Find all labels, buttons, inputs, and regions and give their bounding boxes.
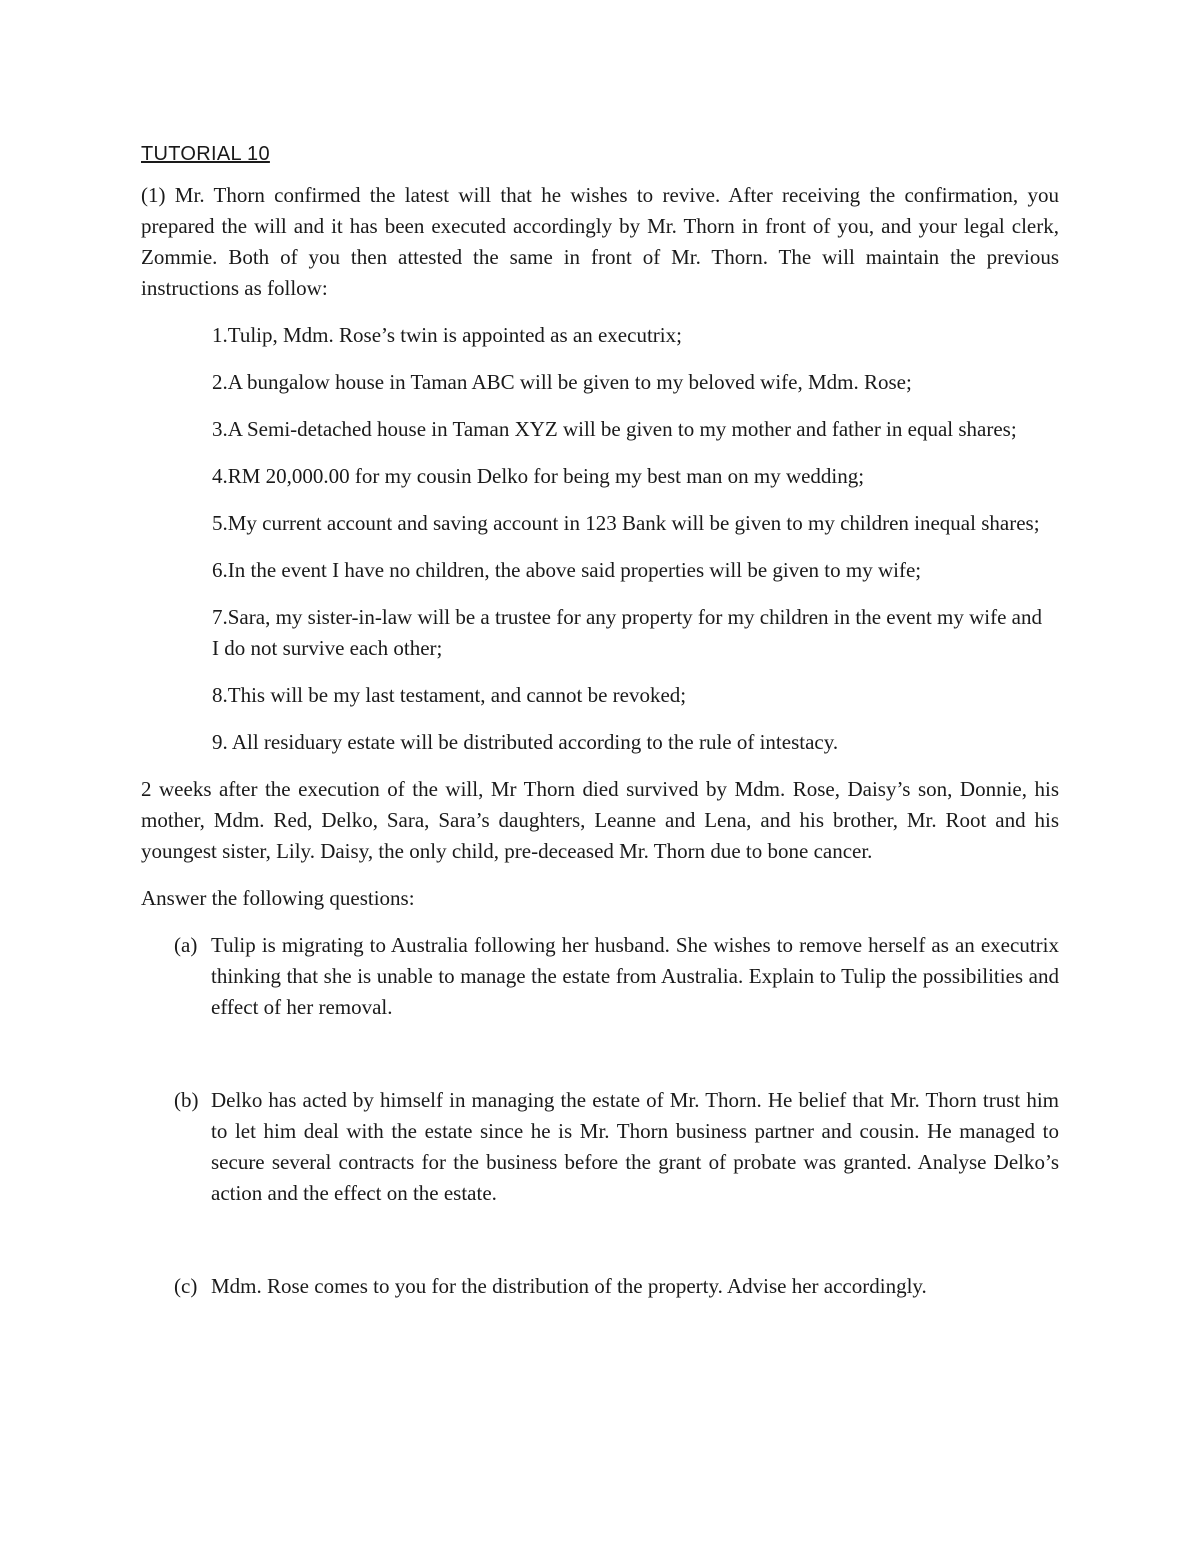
instruction-text: My current account and saving account in 123 Bank will be given to my children inequal shares; bbox=[227, 511, 1040, 535]
question-text: Delko has acted by himself in managing the estate of Mr. Thorn. He belief that Mr. Thorn trust him to let him deal with the estate since he is Mr. Thorn business partner and cousin. He managed to secure several contracts for the business before the grant of probate was granted. Analyse Delko’s action and the effect on the estate. bbox=[211, 1088, 1059, 1205]
page-title: TUTORIAL 10 bbox=[141, 143, 270, 165]
instruction-text: RM 20,000.00 for my cousin Delko for being my best man on my wedding; bbox=[227, 464, 865, 488]
question-item bbox=[141, 1085, 1059, 1209]
instruction-item bbox=[141, 727, 1059, 758]
question-label: (a) bbox=[174, 933, 198, 957]
instruction-number: 1. bbox=[212, 323, 228, 347]
instruction-number: 9. bbox=[212, 730, 232, 754]
instruction-number: 6. bbox=[212, 558, 228, 582]
questions-list bbox=[141, 930, 1059, 1302]
question-item bbox=[141, 930, 1059, 1023]
document-page bbox=[141, 140, 1059, 1302]
questions-heading: Answer the following questions: bbox=[141, 886, 415, 910]
instruction-item bbox=[141, 555, 1059, 586]
instruction-item bbox=[141, 680, 1059, 711]
question-label: (c) bbox=[174, 1274, 198, 1298]
instruction-text: A bungalow house in Taman ABC will be given to my beloved wife, Mdm. Rose; bbox=[227, 370, 912, 394]
will-instructions-list bbox=[141, 320, 1059, 758]
instruction-number: 3. bbox=[212, 417, 228, 441]
instruction-number: 8. bbox=[212, 683, 228, 707]
question-label: (b) bbox=[174, 1088, 199, 1112]
instruction-number: 4. bbox=[212, 464, 228, 488]
instruction-item bbox=[141, 508, 1059, 539]
instruction-text: This will be my last testament, and cannot be revoked; bbox=[227, 683, 687, 707]
instruction-number: 7. bbox=[212, 605, 228, 629]
instruction-item bbox=[141, 602, 1059, 664]
instruction-text: Sara, my sister-in-law will be a trustee for any property for my children in the event my wife and I do not survive each other; bbox=[212, 605, 1042, 660]
instruction-text: Tulip, Mdm. Rose’s twin is appointed as an executrix; bbox=[227, 323, 682, 347]
facts-paragraph: 2 weeks after the execution of the will, Mr Thorn died survived by Mdm. Rose, Daisy’s son, Donnie, his mother, Mdm. Red, Delko, Sara, Sara’s daughters, Leanne and Lena, and his brother, Mr. Root and his youngest sister, Lily. Daisy, the only child, pre-deceased Mr. Thorn due to bone cancer. bbox=[141, 777, 1059, 863]
instruction-number: 5. bbox=[212, 511, 228, 535]
instruction-text: In the event I have no children, the above said properties will be given to my wife; bbox=[227, 558, 922, 582]
instruction-text: A Semi-detached house in Taman XYZ will be given to my mother and father in equal shares; bbox=[227, 417, 1017, 441]
question-text: Mdm. Rose comes to you for the distribution of the property. Advise her accordingly. bbox=[211, 1274, 927, 1298]
instruction-text: All residuary estate will be distributed according to the rule of intestacy. bbox=[231, 730, 839, 754]
instruction-item bbox=[141, 414, 1059, 445]
instruction-item bbox=[141, 461, 1059, 492]
instruction-item bbox=[141, 320, 1059, 351]
question-text: Tulip is migrating to Australia following her husband. She wishes to remove herself as an executrix thinking that she is unable to manage the estate from Australia. Explain to Tulip the possibilities and effect of her removal. bbox=[211, 933, 1059, 1019]
instruction-number: 2. bbox=[212, 370, 228, 394]
question-item bbox=[141, 1271, 1059, 1302]
intro-paragraph: (1) Mr. Thorn confirmed the latest will that he wishes to revive. After receiving the confirmation, you prepared the will and it has been executed accordingly by Mr. Thorn in front of you, and your legal clerk, Zommie. Both of you then attested the same in front of Mr. Thorn. The will maintain the previous instructions as follow: bbox=[141, 183, 1059, 300]
instruction-item bbox=[141, 367, 1059, 398]
